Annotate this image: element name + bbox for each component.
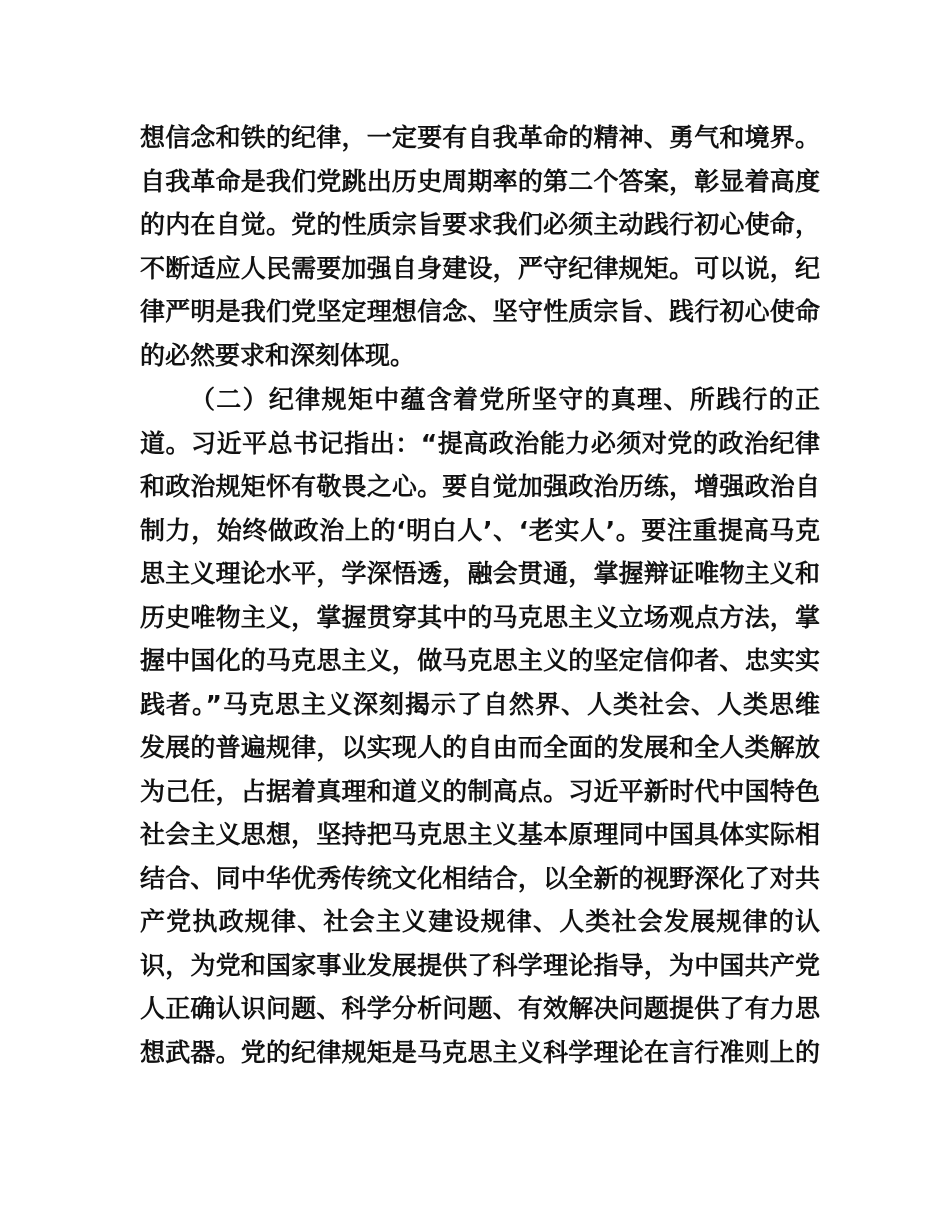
paragraph-2 (140, 378, 820, 1074)
paragraph-line: （二）纪律规矩中蕴含着党所坚守的真理、所践行的正 (190, 385, 820, 414)
paragraph-line: 识，为党和国家事业发展提供了科学理论指导，为中国共产党 (140, 950, 820, 980)
paragraph-line: 思主义理论水平，学深悟透，融会贯通，掌握辩证唯物主义和 (140, 559, 820, 588)
paragraph-line: 历史唯物主义，掌握贯穿其中的马克思主义立场观点方法，掌 (140, 602, 820, 632)
paragraph-line: 想信念和铁的纪律，一定要有自我革命的精神、勇气和境界。 (140, 123, 820, 152)
paragraph-line: 人正确认识问题、科学分析问题、有效解决问题提供了有力思 (140, 994, 820, 1023)
paragraph-line: 制力，始终做政治上的‘明白人’、‘老实人’。要注重提高马克 (140, 515, 820, 545)
paragraph-line: 律严明是我们党坚定理想信念、坚守性质宗旨、践行初心使命 (140, 297, 820, 326)
paragraph-line: 握中国化的马克思主义，做马克思主义的坚定信仰者、忠实实 (140, 646, 820, 675)
paragraph-line: 产党执政规律、社会主义建设规律、人类社会发展规律的认 (140, 907, 820, 936)
paragraph-line: 想武器。党的纪律规矩是马克思主义科学理论在言行准则上的 (140, 1037, 820, 1067)
paragraph-line: 为己任，占据着真理和道义的制高点。习近平新时代中国特色 (140, 776, 820, 806)
paragraph-line: 自我革命是我们党跳出历史周期率的第二个答案，彰显着高度 (140, 166, 820, 196)
paragraph-1 (140, 116, 820, 377)
paragraph-line: 结合、同中华优秀传统文化相结合，以全新的视野深化了对共 (140, 863, 820, 893)
paragraph-line: 社会主义思想，坚持把马克思主义基本原理同中国具体实际相 (140, 820, 820, 849)
paragraph-line: 的必然要求和深刻体现。 (140, 340, 416, 370)
paragraph-line: 和政治规矩怀有敬畏之心。要自觉加强政治历练，增强政治自 (140, 472, 820, 501)
paragraph-line: 不断适应人民需要加强自身建设，严守纪律规矩。可以说，纪 (140, 253, 820, 283)
paragraph-line: 道。习近平总书记指出：“提高政治能力必须对党的政治纪律 (140, 428, 820, 458)
paragraph-line: 践者。”马克思主义深刻揭示了自然界、人类社会、人类思维 (140, 689, 820, 719)
paragraph-line: 发展的普遍规律，以实现人的自由而全面的发展和全人类解放 (140, 733, 820, 762)
paragraph-line: 的内在自觉。党的性质宗旨要求我们必须主动践行初心使命， (140, 210, 820, 239)
